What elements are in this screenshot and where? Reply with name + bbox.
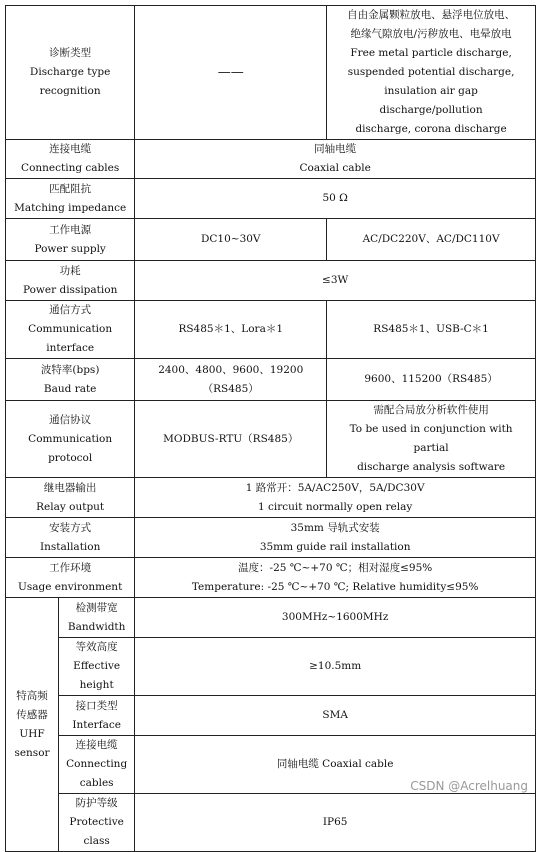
cell-value: 需配合局放分析软件使用 To be used in conjunction with partial discharge analysis software [327,401,536,478]
table-row [6,140,536,179]
cell-value: 同轴电缆 Coaxial cable [135,736,536,794]
row-label: 接口类型 Interface [58,696,134,736]
table-row [6,359,536,401]
cell-value: 1 路常开：5A/AC250V，5A/DC30V 1 circuit normally open relay [135,478,536,518]
row-label: 连接电缆 Connecting cables [58,736,134,794]
cell-value: ≥10.5mm [135,638,536,696]
cell-value: IP65 [135,794,536,852]
table-row [6,598,536,638]
cell-value: 35mm 导轨式安装 35mm guide rail installation [135,518,536,558]
row-label: 连接电缆 Connecting cables [6,140,135,179]
table-row [6,301,536,359]
cell-value: AC/DC220V、AC/DC110V [327,219,536,261]
row-label: 波特率(bps) Baud rate [6,359,135,401]
row-label: 工作电源 Power supply [6,219,135,261]
table-row [6,6,536,140]
row-label: 诊断类型 Discharge type recognition [6,6,135,140]
row-label: 通信方式 Communication interface [6,301,135,359]
table-row [6,219,536,261]
row-label: 通信协议 Communication protocol [6,401,135,478]
row-label: 等效高度 Effective height [58,638,134,696]
cell-value: 同轴电缆 Coaxial cable [135,140,536,179]
cell-value: 9600、115200（RS485） [327,359,536,401]
cell-value: RS485＊1、Lora＊1 [135,301,327,359]
cell-value: RS485＊1、USB-C＊1 [327,301,536,359]
cell-value: 温度：-25 ℃~+70 ℃；相对湿度≤95% Temperature: -25 ℃~+70 ℃; Relative humidity≤95% [135,558,536,598]
cell-value: MODBUS-RTU（RS485） [135,401,327,478]
cell-value: —— [135,6,327,140]
table-row [6,558,536,598]
table-row [6,478,536,518]
row-label: 防护等级 Protective class [58,794,134,852]
row-label: 安装方式 Installation [6,518,135,558]
cell-value: DC10~30V [135,219,327,261]
cell-value: 2400、4800、9600、19200 （RS485） [135,359,327,401]
table-row [6,794,536,852]
table-row [6,179,536,219]
table-row [6,518,536,558]
row-label: 功耗 Power dissipation [6,261,135,301]
row-label: 继电器输出 Relay output [6,478,135,518]
table-row [6,401,536,478]
cell-value: SMA [135,696,536,736]
row-label: 检测带宽 Bandwidth [58,598,134,638]
table-row [6,696,536,736]
cell-value: 自由金属颗粒放电、悬浮电位放电、 绝缘气隙放电/污秽放电、电晕放电 Free metal particle discharge, suspended potential discharge, insulation air gap discharge/pollution discharge, corona discharge [327,6,536,140]
spec-table [5,5,536,852]
cell-value: 50 Ω [135,179,536,219]
cell-value: 300MHz~1600MHz [135,598,536,638]
table-row [6,638,536,696]
watermark: CSDN @Acrelhuang [410,779,528,793]
table-row [6,261,536,301]
row-label: 工作环境 Usage environment [6,558,135,598]
row-label: 匹配阻抗 Matching impedance [6,179,135,219]
uhf-group-label: 特高频 传感器 UHF sensor [6,598,59,852]
cell-value: ≤3W [135,261,536,301]
